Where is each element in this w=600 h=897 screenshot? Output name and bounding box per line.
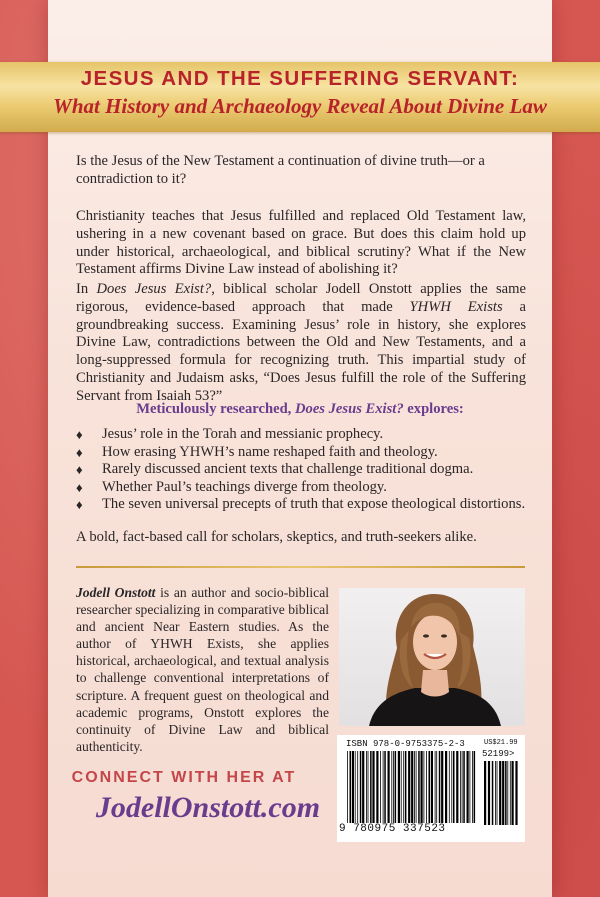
- price-label: US$21.99: [484, 739, 518, 747]
- barcode-bar: [350, 751, 352, 823]
- barcode-bar: [492, 761, 494, 825]
- barcode-bar: [426, 751, 427, 823]
- barcode-bar: [366, 751, 367, 823]
- barcode-bar: [352, 751, 354, 823]
- barcode-bar: [384, 751, 386, 823]
- barcode-bar: [495, 761, 496, 825]
- barcode-bar: [355, 751, 356, 823]
- barcode-bar: [460, 751, 461, 823]
- barcode-bar: [467, 751, 469, 823]
- barcode-bar: [411, 751, 413, 823]
- barcode-bar: [383, 751, 384, 823]
- barcode-bar: [429, 751, 431, 823]
- barcode-bar: [456, 751, 458, 823]
- barcode-bar: [502, 761, 504, 825]
- intro-paragraph-1: Is the Jesus of the New Testament a continuation of divine truth—or a contradiction to it?: [76, 153, 485, 187]
- author-name: Jodell Onstott: [76, 585, 156, 600]
- barcode-bar: [449, 751, 450, 823]
- list-item: ♦ How erasing YHWH’s name reshaped faith and theology.: [76, 443, 438, 460]
- barcode-bar: [424, 751, 425, 823]
- barcode-bar: [376, 751, 378, 823]
- diamond-bullet-icon: ♦: [76, 462, 83, 478]
- barcode-bar: [435, 751, 436, 823]
- barcode-bar: [510, 761, 511, 825]
- intro-paragraph-2: Christianity teaches that Jesus fulfilled and replaced Old Testament law, ushering in a new covenant based on grace. But does this claim hold up under historical, archaeological, and biblical scrutiny? What if the New Testament affirms Divine Law instead of abolishing it?: [76, 208, 526, 278]
- price-code: 52199>: [482, 749, 515, 759]
- barcode-bar: [398, 751, 400, 823]
- title-subtitle: What History and Archaeology Reveal About Divine Law: [53, 94, 547, 118]
- barcode-bar: [416, 751, 417, 823]
- barcode-bar: [347, 751, 348, 823]
- barcode-bar: [372, 751, 374, 823]
- diamond-bullet-icon: ♦: [76, 444, 83, 460]
- barcode-bar: [484, 761, 486, 825]
- barcode-bar: [401, 751, 402, 823]
- barcode-bar: [370, 751, 372, 823]
- barcode-bar: [453, 751, 455, 823]
- list-item: ♦ Whether Paul’s teachings diverge from theology.: [76, 478, 387, 495]
- intro-paragraph-3: In Does Jesus Exist?, biblical scholar Jodell Onstott applies the same rigorous, evidence-based approach that made YHWH Exists a groundbreaking success. Examining Jesus’ role in history, she explores Divine Law, contradictions between the Old and New Testaments, and a long-suppressed formula for recognizing truth. This impartial study of Christianity and Judaism asks, “Does Jesus fulfill the role of the Suffering Servant from Isaiah 53?”: [76, 281, 526, 404]
- closing-line: A bold, fact-based call for scholars, skeptics, and truth-seekers alike.: [76, 529, 477, 545]
- title-main: JESUS AND THE SUFFERING SERVANT:: [80, 67, 520, 90]
- barcode-bar: [414, 751, 415, 823]
- explores-heading: Meticulously researched, Does Jesus Exist? explores:: [136, 401, 464, 417]
- barcode-bar: [462, 751, 463, 823]
- barcode-bar: [408, 751, 410, 823]
- barcode-bar: [497, 761, 498, 825]
- author-bio: Jodell Onstott is an author and socio-biblical researcher specializing in comparative biblical and ancient Near Eastern studies. As the author of YHWH Exists, she applies historical, archaeological, and textual analysis to challenge conventional interpretations of scripture. A frequent guest on theological and academic programs, Onstott explores the continuity of Divine Law and biblical authenticity.: [76, 585, 329, 754]
- barcode-bar: [418, 751, 420, 823]
- barcode-bar: [470, 751, 471, 823]
- barcode-bar: [357, 751, 358, 823]
- barcode-bar: [388, 751, 390, 823]
- barcode-bar: [507, 761, 508, 825]
- barcode-bar: [431, 751, 433, 823]
- barcode-bar: [451, 751, 452, 823]
- barcode-bar: [403, 751, 404, 823]
- ean-number: 9 780975 337523: [339, 823, 446, 835]
- barcode-addon-bars: [483, 761, 519, 825]
- barcode-bar: [463, 751, 465, 823]
- barcode-bar: [512, 761, 514, 825]
- author-photo: [339, 588, 525, 726]
- barcode-bar: [362, 751, 364, 823]
- barcode-bar: [505, 761, 507, 825]
- barcode-bar: [445, 751, 447, 823]
- list-item: ♦ Jesus’ role in the Torah and messianic prophecy.: [76, 426, 384, 442]
- barcode-bar: [472, 751, 473, 823]
- barcode-bars: [346, 751, 476, 823]
- isbn-number: ISBN 978-0-9753375-2-3: [346, 739, 465, 749]
- list-item: ♦ Rarely discussed ancient texts that challenge traditional dogma.: [76, 461, 474, 478]
- barcode-bar: [380, 751, 381, 823]
- barcode-bar: [499, 761, 501, 825]
- isbn-barcode: [337, 735, 525, 842]
- topics-list: [76, 426, 536, 514]
- book-title-yhwh-exists: YHWH Exists: [409, 298, 503, 315]
- diamond-bullet-icon: ♦: [76, 497, 83, 513]
- barcode-bar: [439, 751, 441, 823]
- website-link[interactable]: JodellOnstott.com: [95, 791, 321, 824]
- barcode-bar: [405, 751, 407, 823]
- barcode-bar: [391, 751, 392, 823]
- barcode-bar: [441, 751, 443, 823]
- barcode-bar: [421, 751, 423, 823]
- barcode-bar: [393, 751, 394, 823]
- book-title-does-jesus-exist: Does Jesus Exist?: [96, 281, 212, 297]
- author-portrait-icon: [339, 588, 525, 726]
- diamond-bullet-icon: ♦: [76, 427, 83, 442]
- barcode-bar: [436, 751, 437, 823]
- barcode-bar: [515, 761, 517, 825]
- barcode-bar: [474, 751, 476, 823]
- barcode-bar: [360, 751, 362, 823]
- list-item: ♦ The seven universal precepts of truth that expose theological distortions.: [76, 496, 526, 513]
- barcode-bar: [395, 751, 397, 823]
- diamond-bullet-icon: ♦: [76, 479, 83, 495]
- gold-divider: [76, 566, 525, 568]
- barcode-bar: [488, 761, 490, 825]
- barcode-bar: [368, 751, 369, 823]
- connect-label: CONNECT WITH HER AT: [71, 769, 297, 786]
